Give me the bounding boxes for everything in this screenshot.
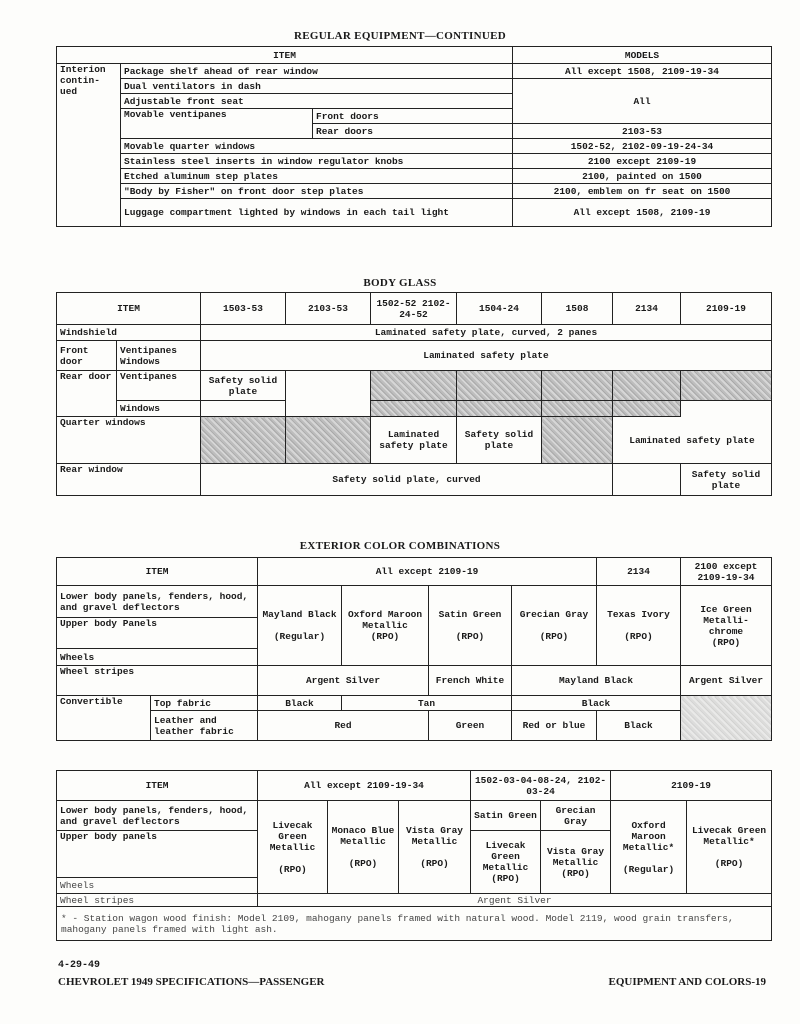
header-model: 1503-53 (201, 293, 286, 325)
top-cell: Black (512, 696, 681, 711)
models-cell: 2100, emblem on fr seat on 1500 (513, 184, 772, 199)
category-label: Interion contin- ued (57, 64, 121, 227)
header-models: 2109-19 (611, 771, 772, 801)
color-cell: Satin Green (471, 801, 541, 831)
color-name: Vista Gray Metallic (406, 825, 464, 847)
shaded-cell (457, 371, 542, 401)
color-cell (687, 801, 772, 894)
header-models: All except 2109-19-34 (258, 771, 471, 801)
quarter-value: Laminated safety plate (371, 417, 457, 464)
shaded-cell (201, 417, 286, 464)
color-cell (597, 586, 681, 666)
sub-label: Ventipanes Windows (117, 341, 201, 371)
date-label: 4-29-49 (58, 960, 101, 971)
color-note: (RPO) (491, 873, 520, 884)
sub-item-cell: Front doors (313, 109, 513, 124)
color-name: Livecak Green Metallic (482, 840, 529, 873)
color-cell: Grecian Gray (541, 801, 611, 831)
exterior-colors-table-2 (56, 770, 772, 941)
color-cell (611, 801, 687, 894)
row-label: Upper body panels (57, 831, 258, 878)
footer-left: CHEVROLET 1949 SPECIFICATIONS—PASSENGER (58, 976, 325, 988)
color-name: Mayland Black (262, 609, 337, 620)
color-note: (RPO) (714, 858, 744, 869)
models-cell: 2103-53 (513, 124, 772, 139)
shaded-cell (286, 417, 371, 464)
body-glass-table (56, 292, 772, 496)
stripe-cell: Argent Silver (258, 666, 429, 696)
header-item: ITEM (57, 771, 258, 801)
leather-cell: Red or blue (512, 711, 597, 741)
header-models: MODELS (513, 47, 772, 64)
exterior-colors-table (56, 557, 772, 741)
rear-window-value: Safety solid plate, curved (201, 464, 613, 496)
header-item: ITEM (57, 47, 513, 64)
item-cell: Stainless steel inserts in window regulator knobs (121, 154, 513, 169)
front-door-value: Laminated safety plate (201, 341, 772, 371)
row-label: Lower body panels, fenders, hood, and gravel deflectors (57, 586, 258, 618)
leather-cell: Green (429, 711, 512, 741)
color-note: (Regular) (273, 631, 326, 642)
sub-label: Top fabric (151, 696, 258, 711)
shaded-cell (457, 401, 542, 417)
blank-cell (613, 464, 681, 496)
blank-cell (201, 401, 286, 417)
blank-cell (681, 401, 772, 417)
models-cell: All (513, 79, 772, 124)
color-note: (RPO) (539, 631, 569, 642)
models-cell: All except 1508, 2109-19 (513, 199, 772, 227)
models-cell: 1502-52, 2102-09-19-24-34 (513, 139, 772, 154)
models-cell: 2100, painted on 1500 (513, 169, 772, 184)
item-cell: Movable quarter windows (121, 139, 513, 154)
color-note: (RPO) (711, 636, 741, 648)
color-note: (RPO) (561, 867, 590, 879)
color-name: Ice Green Metalli- chrome (700, 603, 752, 637)
quarter-value: Safety solid plate (457, 417, 542, 464)
rear-window-value: Safety solid plate (681, 464, 772, 496)
rear-ventipanes-value: Safety solid plate (201, 371, 286, 401)
color-cell (541, 831, 611, 894)
color-name: Oxford Maroon Metallic* (622, 819, 675, 853)
color-name: Livecak Green Metallic* (691, 825, 767, 847)
row-label: Convertible (57, 696, 151, 741)
row-label: Lower body panels, fenders, hood, and gravel deflectors (57, 801, 258, 831)
shaded-cell (371, 371, 457, 401)
header-model: 2134 (613, 293, 681, 325)
sub-item-cell: Rear doors (313, 124, 513, 139)
shaded-cell (542, 401, 613, 417)
color-cell (471, 831, 541, 894)
row-label: Rear window (57, 464, 201, 496)
row-label: Wheel stripes (57, 666, 258, 696)
top-cell: Black (258, 696, 342, 711)
section-title-regular-equipment: REGULAR EQUIPMENT—CONTINUED (294, 30, 506, 42)
color-name: Oxford Maroon Metallic (347, 609, 423, 631)
color-note: (RPO) (348, 858, 378, 869)
shaded-cell (613, 371, 681, 401)
row-label: Wheels (57, 878, 258, 894)
header-models: All except 2109-19 (258, 558, 597, 586)
top-cell: Tan (342, 696, 512, 711)
item-cell: Luggage compartment lighted by windows in each tail light (121, 199, 513, 227)
color-name: Satin Green (438, 609, 502, 620)
shaded-cell (542, 417, 613, 464)
item-cell: Etched aluminum step plates (121, 169, 513, 184)
header-models: 2100 except 2109-19-34 (681, 558, 772, 586)
color-note: (Regular) (622, 863, 675, 875)
header-item: ITEM (57, 293, 201, 325)
color-note: (RPO) (420, 858, 449, 869)
color-name: Monaco Blue Metallic (331, 825, 395, 847)
header-models: 1502-03-04-08-24, 2102-03-24 (471, 771, 611, 801)
color-name: Vista Gray Metallic (547, 845, 605, 868)
leather-cell: Black (597, 711, 681, 741)
blank-cell (286, 371, 371, 417)
header-model: 1502-52 2102-24-52 (371, 293, 457, 325)
header-model: 2109-19 (681, 293, 772, 325)
color-note: (RPO) (370, 631, 400, 642)
color-note: (RPO) (455, 631, 485, 642)
stripe-cell: Argent Silver (681, 666, 772, 696)
footer-right: EQUIPMENT AND COLORS-19 (608, 976, 766, 988)
row-label: Wheel stripes (57, 894, 258, 907)
item-cell: Dual ventilators in dash (121, 79, 513, 94)
color-cell (258, 801, 328, 894)
section-title-body-glass: BODY GLASS (363, 277, 437, 289)
shaded-cell (681, 371, 772, 401)
color-cell (681, 586, 772, 666)
header-model: 1508 (542, 293, 613, 325)
row-label: Quarter windows (57, 417, 201, 464)
color-cell (258, 586, 342, 666)
color-cell (328, 801, 399, 894)
shaded-cell (542, 371, 613, 401)
color-cell (429, 586, 512, 666)
models-cell: 2100 except 2109-19 (513, 154, 772, 169)
header-item: ITEM (57, 558, 258, 586)
row-label: Front door (57, 341, 117, 371)
stripe-cell: French White (429, 666, 512, 696)
color-note: (RPO) (624, 631, 653, 642)
header-model: 2103-53 (286, 293, 371, 325)
models-cell: All except 1508, 2109-19-34 (513, 64, 772, 79)
shaded-cell (681, 696, 772, 741)
footnote: * - Station wagon wood finish: Model 2109, mahogany panels framed with natural wood. Model 2119, wood grain transfers, mahogany panels framed with light ash. (57, 907, 772, 941)
color-cell (512, 586, 597, 666)
stripe-cell: Mayland Black (512, 666, 681, 696)
row-label: Upper body Panels (57, 618, 258, 649)
item-cell: Adjustable front seat (121, 94, 513, 109)
windshield-value: Laminated safety plate, curved, 2 panes (201, 325, 772, 341)
sub-label: Leather and leather fabric (151, 711, 258, 741)
item-cell: Movable ventipanes (121, 109, 313, 139)
row-label: Windshield (57, 325, 201, 341)
shaded-cell (613, 401, 681, 417)
quarter-value: Laminated safety plate (613, 417, 772, 464)
color-cell (342, 586, 429, 666)
row-label: Wheels (57, 649, 258, 666)
color-note: (RPO) (278, 863, 307, 875)
row-label: Rear door (57, 371, 117, 417)
sub-label: Windows (117, 401, 201, 417)
sub-label: Ventipanes (117, 371, 201, 401)
shaded-cell (371, 401, 457, 417)
section-title-exterior-colors: EXTERIOR COLOR COMBINATIONS (299, 540, 501, 552)
item-cell: "Body by Fisher" on front door step plates (121, 184, 513, 199)
regular-equipment-table (56, 46, 772, 227)
stripe-cell: Argent Silver (258, 894, 772, 907)
color-name: Grecian Gray (519, 609, 589, 620)
item-cell: Package shelf ahead of rear window (121, 64, 513, 79)
color-name: Texas Ivory (607, 609, 670, 620)
header-models: 2134 (597, 558, 681, 586)
header-model: 1504-24 (457, 293, 542, 325)
leather-cell: Red (258, 711, 429, 741)
color-name: Livecak Green Metallic (269, 819, 316, 853)
color-cell (399, 801, 471, 894)
